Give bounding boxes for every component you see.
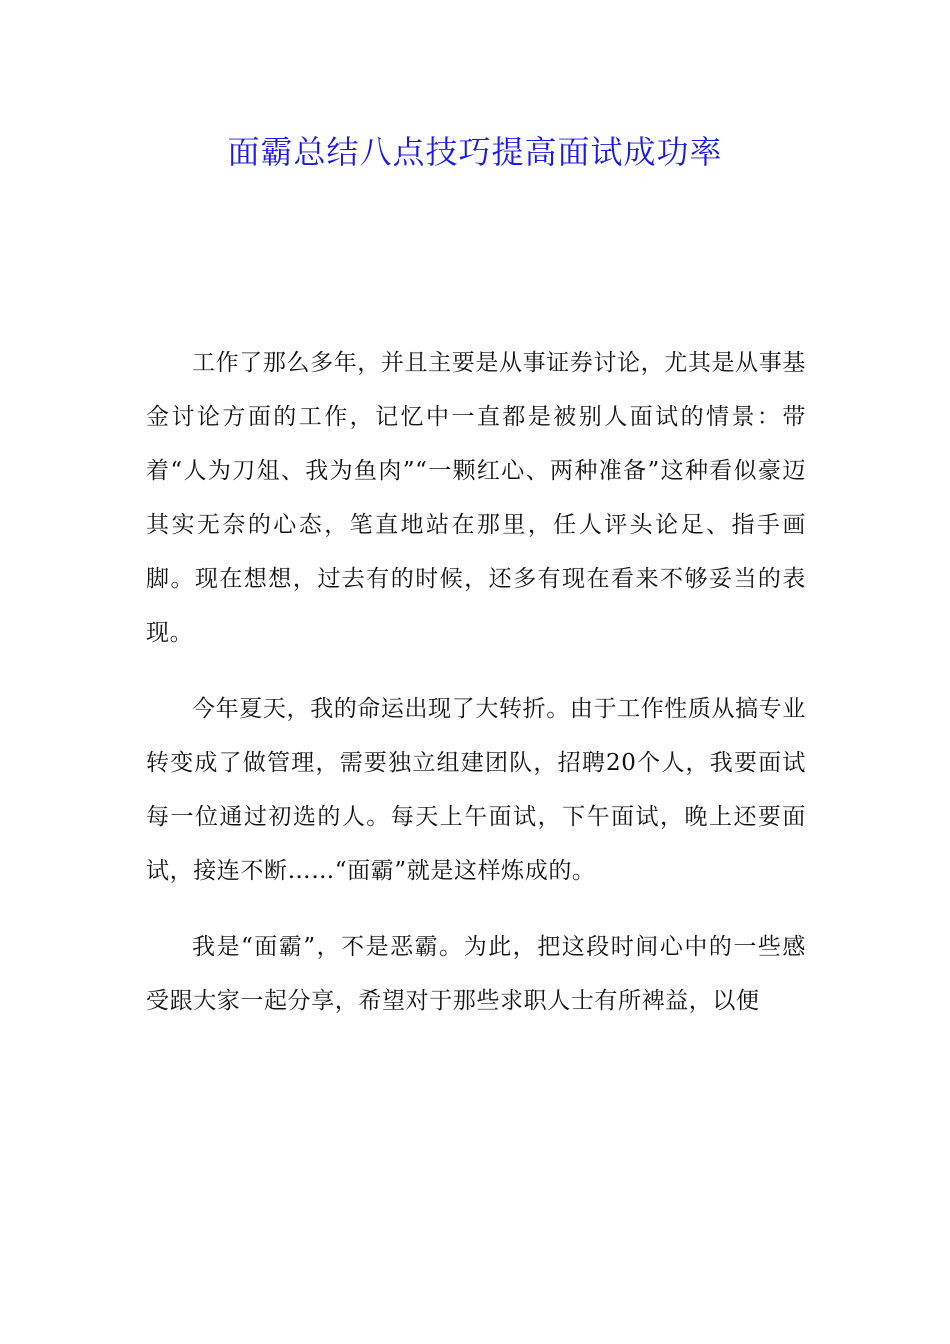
paragraph-1: 工作了那么多年，并且主要是从事证券讨论，尤其是从事基金讨论方面的工作，记忆中一直都是被别人面试的情景：带着“人为刀俎、我为鱼肉”“一颗红心、两种准备”这种看似豪迈其实无奈的心态，笔直地站在那里，任人评头论足、指手画脚。现在想想，过去有的时候，还多有现在看来不够妥当的表现。 [146, 350, 806, 646]
document-body [146, 336, 806, 1028]
paragraph-2: 今年夏天，我的命运出现了大转折。由于工作性质从搞专业转变成了做管理，需要独立组建团队，招聘20个人，我要面试每一位通过初选的人。每天上午面试，下午面试，晚上还要面试，接连不断……“面霸”就是这样炼成的。 [146, 696, 806, 884]
paragraph-3: 我是“面霸”，不是恶霸。为此，把这段时间心中的一些感受跟大家一起分享，希望对于那些求职人士有所裨益，以便 [146, 934, 806, 1014]
document-title: 面霸总结八点技巧提高面试成功率 [227, 133, 723, 171]
